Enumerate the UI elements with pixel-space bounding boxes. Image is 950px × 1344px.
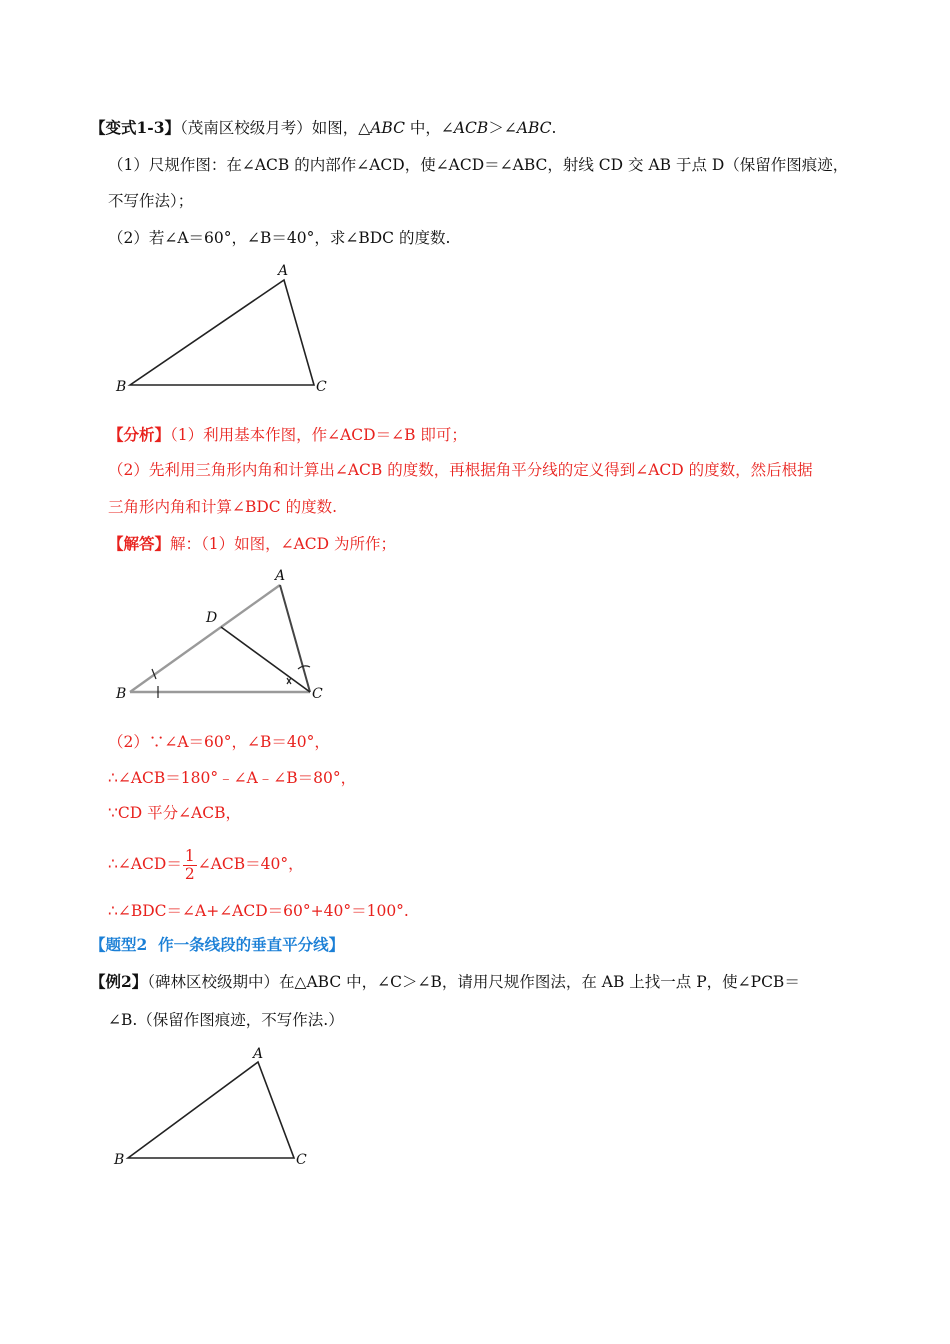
step4-prefix: ∴∠ACD＝ <box>108 855 182 873</box>
topic-tag: 【题型2 <box>90 935 148 954</box>
solution-step-5: ∴∠BDC＝∠A+∠ACD＝60°+40°＝100°. <box>108 902 409 920</box>
variant-intro-b: 中，∠ <box>404 119 454 137</box>
figure3-label-a: A <box>253 1046 264 1062</box>
solution-step-3: ∵CD 平分∠ACB， <box>108 804 242 822</box>
variant-intro-acb: ACB <box>453 119 489 137</box>
topic-title: 作一条线段的垂直平分线】 <box>158 935 345 954</box>
figure2-label-b: B <box>116 686 127 702</box>
variant-intro-c: ＞∠ <box>488 119 517 137</box>
analysis-line-2: （2）先利用三角形内角和计算出∠ACB 的度数，再根据角平分线的定义得到∠ACD 的度数，然后根据 <box>108 461 813 479</box>
example-2-text: （碑林区校级期中）在△ABC 中，∠C＞∠B，请用尺规作图法，在 AB 上找一点 P，使∠PCB＝ <box>147 973 800 991</box>
figure2-label-a: A <box>275 568 286 584</box>
variant-intro-abc2: ABC <box>516 119 552 137</box>
variant-intro-d: . <box>551 119 557 137</box>
solution-tag: 【解答】 <box>108 534 171 553</box>
triangle-abc-3 <box>128 1062 294 1158</box>
analysis-line-1-text: （1）利用基本作图，作∠ACD＝∠B 即可； <box>170 426 467 444</box>
analysis-tag: 【分析】 <box>108 425 171 444</box>
question-2: （2）若∠A＝60°，∠B＝40°，求∠BDC 的度数. <box>108 229 451 247</box>
figure1-label-b: B <box>116 379 127 395</box>
question-1-line-1: （1）尺规作图：在∠ACB 的内部作∠ACD，使∠ACD＝∠ABC，射线 CD 交 AB 于点 D（保留作图痕迹， <box>108 156 849 174</box>
figure3-label-c: C <box>296 1152 307 1168</box>
figure2-label-d: D <box>206 610 218 626</box>
figure3-label-b: B <box>114 1152 125 1168</box>
figure2-label-c: C <box>312 686 323 702</box>
example-2-tag: 【例2】 <box>90 972 148 991</box>
variant-tag: 【变式1-3】 <box>90 118 181 137</box>
figure1-label-c: C <box>316 379 327 395</box>
step4-suffix: ∠ACB＝40°， <box>197 855 304 873</box>
figure1-label-a: A <box>278 263 289 279</box>
fraction-denominator: 2 <box>184 864 195 883</box>
solution-part1: 解：（1）如图，∠ACD 为所作； <box>170 535 397 553</box>
question-1-line-2: 不写作法）； <box>108 192 194 210</box>
solution-step-1: （2）∵∠A＝60°，∠B＝40°， <box>108 733 330 751</box>
variant-source: （茂南区校级月考） <box>180 119 312 137</box>
analysis-line-3: 三角形内角和计算∠BDC 的度数. <box>108 498 338 516</box>
variant-intro-a: 如图，△ <box>311 119 371 137</box>
fraction-numerator: 1 <box>184 846 195 865</box>
solution-step-2: ∴∠ACB＝180°﹣∠A﹣∠B＝80°， <box>108 769 357 787</box>
example-2-line-2: ∠B.（保留作图痕迹，不写作法.） <box>108 1011 344 1029</box>
variant-intro-abc: ABC <box>370 119 405 137</box>
